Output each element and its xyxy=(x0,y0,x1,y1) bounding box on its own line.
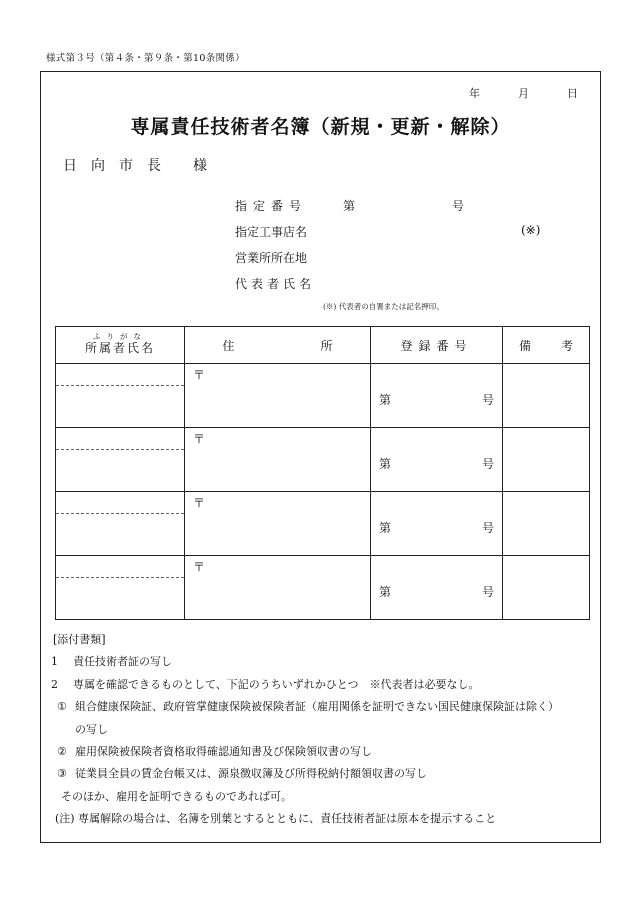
addressee xyxy=(63,155,207,175)
address-label: 営業所所在地 xyxy=(235,251,308,265)
designation-go: 号 xyxy=(452,199,465,213)
address-cell[interactable] xyxy=(185,556,371,620)
address-cell[interactable] xyxy=(185,428,371,492)
name-cell[interactable] xyxy=(56,364,185,428)
table-row xyxy=(56,428,590,492)
furigana-divider xyxy=(56,577,184,578)
furigana-divider xyxy=(56,513,184,514)
store-row xyxy=(235,223,541,241)
header-registration: 登録番号 xyxy=(371,327,503,364)
attachments-heading: [添付書類] xyxy=(53,633,106,646)
designation-label: 指定番号 xyxy=(235,199,308,213)
date-month: 月 xyxy=(518,87,529,100)
remarks-cell[interactable] xyxy=(503,428,590,492)
postal-mark: 〒 xyxy=(193,432,206,446)
registration-cell[interactable] xyxy=(371,428,503,492)
attachment-sub-3 xyxy=(57,763,596,785)
header-furigana: ふりがな xyxy=(93,332,147,341)
reg-dai: 第 xyxy=(379,585,392,599)
header-name xyxy=(56,327,185,364)
store-mark: (※) xyxy=(521,223,541,237)
postal-mark: 〒 xyxy=(193,560,206,574)
postal-mark: 〒 xyxy=(193,496,206,510)
reg-go: 号 xyxy=(481,585,494,599)
address-cell[interactable] xyxy=(185,492,371,556)
header-address-a: 住 xyxy=(222,338,235,353)
page-title: 専属責任技術者名簿（新規・更新・解除） xyxy=(130,116,511,138)
name-cell[interactable] xyxy=(56,556,185,620)
name-cell[interactable] xyxy=(56,492,185,556)
form-frame xyxy=(40,71,601,843)
remarks-cell[interactable] xyxy=(503,556,590,620)
date-year: 年 xyxy=(469,87,480,100)
attachment-item-1 xyxy=(51,651,596,673)
designation-row xyxy=(235,197,465,215)
attachment-note: (注) 専属解除の場合は、名簿を別葉とするとともに、責任技術者証は原本を提示すること xyxy=(55,812,497,826)
sub3-mark: ③ xyxy=(57,767,67,781)
reg-go: 号 xyxy=(481,457,494,471)
reg-dai: 第 xyxy=(379,393,392,407)
roster-header-row xyxy=(56,327,590,364)
remarks-cell[interactable] xyxy=(503,364,590,428)
sub3-text: 従業員全員の賃金台帳又は、源泉徴収簿及び所得税納付額領収書の写し xyxy=(75,767,427,781)
representative-row xyxy=(235,275,315,293)
item1-text: 責任技術者証の写し xyxy=(73,655,172,669)
reg-go: 号 xyxy=(481,521,494,535)
header-address xyxy=(185,327,371,364)
header-remarks-a: 備 xyxy=(518,338,531,353)
sub2-text: 雇用保険被保険者資格取得確認通知書及び保険領収書の写し xyxy=(75,745,372,759)
attachment-sub-2 xyxy=(57,741,596,763)
sub2-mark: ② xyxy=(57,745,67,759)
address-cell[interactable] xyxy=(185,364,371,428)
designation-dai: 第 xyxy=(343,199,356,213)
header-remarks-b: 考 xyxy=(561,338,574,353)
attachment-sub-1 xyxy=(57,696,596,718)
roster-table xyxy=(55,326,590,620)
reg-dai: 第 xyxy=(379,521,392,535)
reg-dai: 第 xyxy=(379,457,392,471)
header-address-b: 所 xyxy=(320,338,333,353)
header-remarks xyxy=(503,327,590,364)
table-row xyxy=(56,492,590,556)
date-day: 日 xyxy=(567,87,578,100)
registration-cell[interactable] xyxy=(371,364,503,428)
furigana-divider xyxy=(56,385,184,386)
remarks-cell[interactable] xyxy=(503,492,590,556)
address-row xyxy=(235,249,307,267)
table-row xyxy=(56,364,590,428)
postal-mark: 〒 xyxy=(193,368,206,382)
representative-label: 代表者氏名 xyxy=(235,277,316,291)
seal-note: (※) 代表者の自署または記名押印。 xyxy=(323,302,444,311)
addressee-honorific: 様 xyxy=(193,158,207,174)
table-row xyxy=(56,556,590,620)
item1-number: 1 xyxy=(51,655,58,669)
form-number: 様式第３号（第４条・第９条・第10条関係） xyxy=(46,53,245,64)
item2-number: 2 xyxy=(51,677,58,691)
furigana-divider xyxy=(56,449,184,450)
attachment-item-2 xyxy=(51,674,596,696)
store-label: 指定工事店名 xyxy=(235,225,308,239)
registration-cell[interactable] xyxy=(371,492,503,556)
attachment-other: そのほか、雇用を証明できるものであれば可。 xyxy=(61,789,292,803)
attachment-sub-1-cont: の写し xyxy=(75,722,108,736)
header-name-label: 所属者氏名 xyxy=(84,341,155,355)
name-cell[interactable] xyxy=(56,428,185,492)
sub1-mark: ① xyxy=(57,700,67,714)
item2-text: 専属を確認できるものとして、下記のうちいずれかひとつ ※代表者は必要なし。 xyxy=(73,677,480,691)
sub1-text: 組合健康保険証、政府管掌健康保険被保険者証（雇用関係を証明できない国民健康保険証は除く） xyxy=(75,700,559,714)
reg-go: 号 xyxy=(481,393,494,407)
registration-cell[interactable] xyxy=(371,556,503,620)
date-line xyxy=(469,85,578,101)
attachments xyxy=(51,629,596,831)
addressee-name: 日向市長 xyxy=(63,158,175,174)
